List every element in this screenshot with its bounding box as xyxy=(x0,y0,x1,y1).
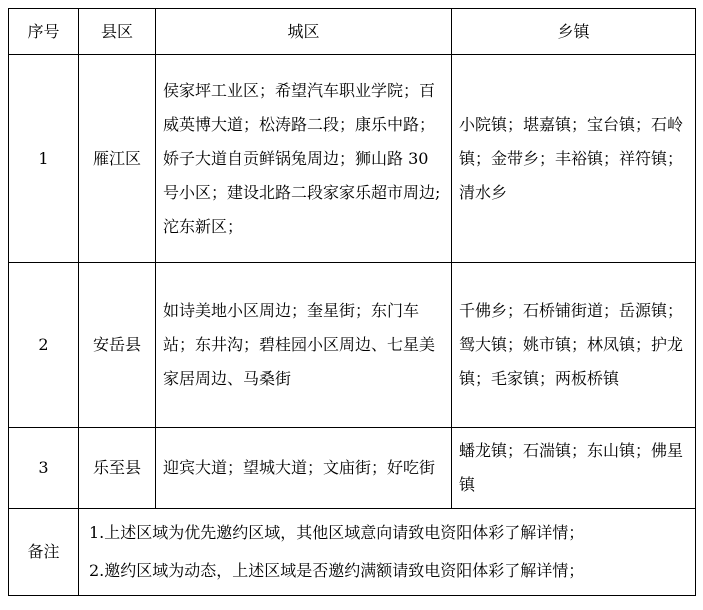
row-township: 蟠龙镇；石湍镇；东山镇；佛星镇 xyxy=(452,428,696,509)
row-township: 小院镇；堪嘉镇；宝台镇；石岭镇；金带乡；丰裕镇；祥符镇；清水乡 xyxy=(452,55,696,263)
row-urban: 如诗美地小区周边；奎星街；东门车站；东井沟；碧桂园小区周边、七星美家居周边、马桑街 xyxy=(156,263,452,428)
row-county: 安岳县 xyxy=(79,263,156,428)
table-row xyxy=(9,55,696,263)
header-township: 乡镇 xyxy=(452,9,696,55)
header-county: 县区 xyxy=(79,9,156,55)
note-item: 2.邀约区域为动态，上述区域是否邀约满额请致电资阳体彩了解详情； xyxy=(89,561,585,580)
row-urban: 迎宾大道；望城大道；文庙街；好吃街 xyxy=(156,428,452,509)
row-township: 千佛乡；石桥铺街道；岳源镇；鸳大镇；姚市镇；林凤镇；护龙镇；毛家镇；两板桥镇 xyxy=(452,263,696,428)
header-urban: 城区 xyxy=(156,9,452,55)
invitation-area-table xyxy=(8,8,696,596)
row-urban: 侯家坪工业区；希望汽车职业学院；百威英博大道；松涛路二段；康乐中路；娇子大道自贡鲜锅兔周边；狮山路 30 号小区；建设北路二段家家乐超市周边;沱东新区； xyxy=(156,55,452,263)
row-county: 雁江区 xyxy=(79,55,156,263)
header-no: 序号 xyxy=(9,9,79,55)
table-row xyxy=(9,428,696,509)
table-row xyxy=(9,263,696,428)
header-row xyxy=(9,9,696,55)
notes-content xyxy=(79,509,696,596)
note-item: 1.上述区域为优先邀约区域，其他区域意向请致电资阳体彩了解详情； xyxy=(89,523,585,542)
row-county: 乐至县 xyxy=(79,428,156,509)
notes-label: 备注 xyxy=(9,509,79,596)
row-no: 2 xyxy=(9,263,79,428)
row-no: 3 xyxy=(9,428,79,509)
notes-row xyxy=(9,509,696,596)
row-no: 1 xyxy=(9,55,79,263)
